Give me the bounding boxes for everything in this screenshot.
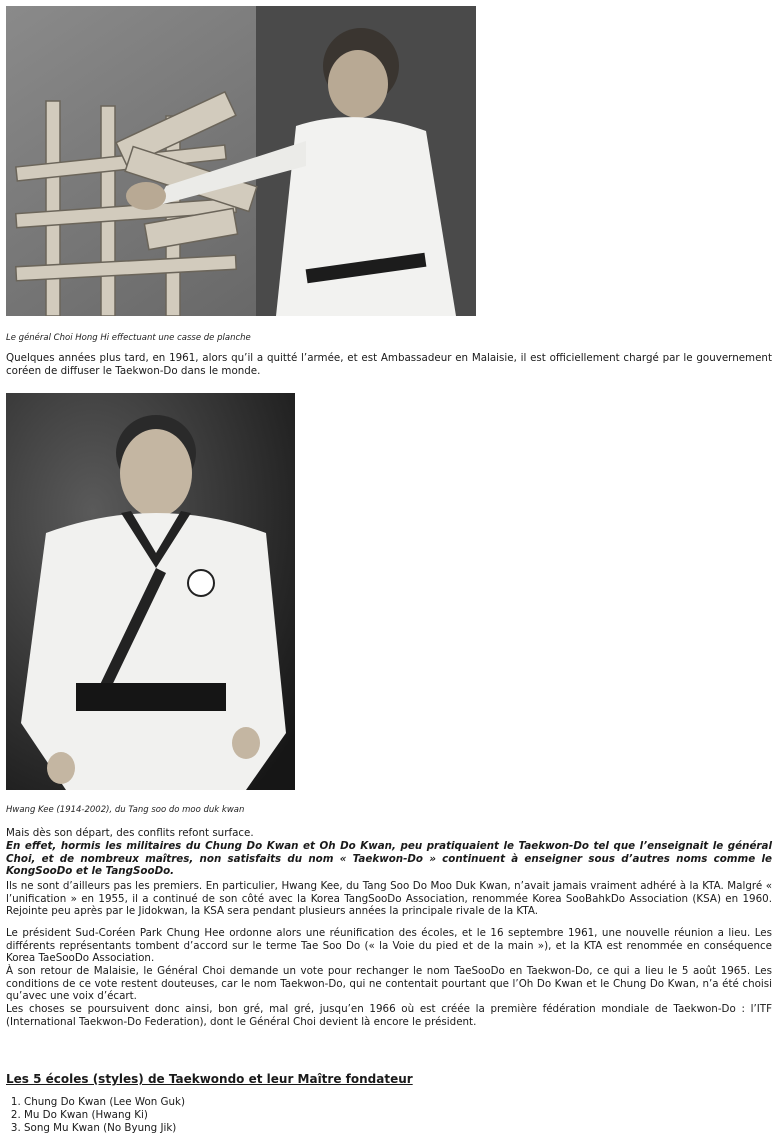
emphasis-paragraph: En effet, hormis les militaires du Chung Do Kwan et Oh Do Kwan, peu pratiquaient le Taekwon-Do tel que l’enseignait le général Choi, et de nombreux maîtres, non satisfaits du nom « Taekwon-Do » continuent à enseigner sous d’autres noms comme le KongSooDo et le TangSooDo.: [6, 840, 772, 878]
photo-caption: Le général Choi Hong Hi effectuant une casse de planche: [6, 333, 251, 343]
list-item: 1. Chung Do Kwan (Lee Won Guk): [24, 1096, 185, 1109]
photo-caption: Hwang Kee (1914-2002), du Tang soo do moo duk kwan: [6, 805, 245, 815]
paragraph: Ils ne sont d’ailleurs pas les premiers. En particulier, Hwang Kee, du Tang Soo Do Moo Duk Kwan, n’avait jamais vraiment adhéré à la KTA. Malgré « l’unification » en 1955, il a continué de son côté avec la Korea TangSooDo Association, renommée Korea SooBahkDo Association (KSA) en 1960. Rejointe peu après par le Jidokwan, la KSA sera pendant plusieurs années la principale rivale de la KTA.: [6, 880, 772, 918]
section-heading: Les 5 écoles (styles) de Taekwondo et leur Maître fondateur: [6, 1072, 413, 1086]
list-item: 2. Mu Do Kwan (Hwang Ki): [24, 1109, 185, 1122]
portrait-illustration: [6, 393, 295, 790]
board-breaking-illustration: [6, 6, 476, 316]
board-breaking-photo: [6, 6, 476, 316]
intro-paragraph: Quelques années plus tard, en 1961, alors qu’il a quitté l’armée, et est Ambassadeur en Malaisie, il est officiellement chargé par le gouvernement coréen de diffuser le Taekwon-Do dans le monde.: [6, 352, 772, 377]
paragraph: Le président Sud-Coréen Park Chung Hee ordonne alors une réunification des écoles, et le 16 septembre 1961, une nouvelle réunion a lieu. Les différents représentants tombent d’accord sur le terme Tae Soo Do (« la Voie du pied et de la main »), et la KTA est renommée en conséquence Korea TaeSooDo Association.: [6, 927, 772, 965]
paragraph: À son retour de Malaisie, le Général Choi demande un vote pour rechanger le nom TaeSooDo en Taekwon-Do, ce qui a lieu le 5 août 1965. Les conditions de ce vote restent douteuses, car le nom Taekwon-Do, qui ne contentait pourtant que l’Oh Do Kwan et le Chung Do Kwan, n’a été choisi qu’avec une voix d’écart.: [6, 965, 772, 1003]
portrait-photo: [6, 393, 295, 790]
list-item: 3. Song Mu Kwan (No Byung Jik): [24, 1122, 185, 1135]
paragraph: Mais dès son départ, des conflits refont surface.: [6, 827, 254, 839]
schools-list: [6, 1096, 185, 1135]
paragraph: Les choses se poursuivent donc ainsi, bon gré, mal gré, jusqu’en 1966 où est créée la première fédération mondiale de Taekwon-Do : l’ITF (International Taekwon-Do Federation), dont le Général Choi devient là encore le président.: [6, 1003, 772, 1028]
